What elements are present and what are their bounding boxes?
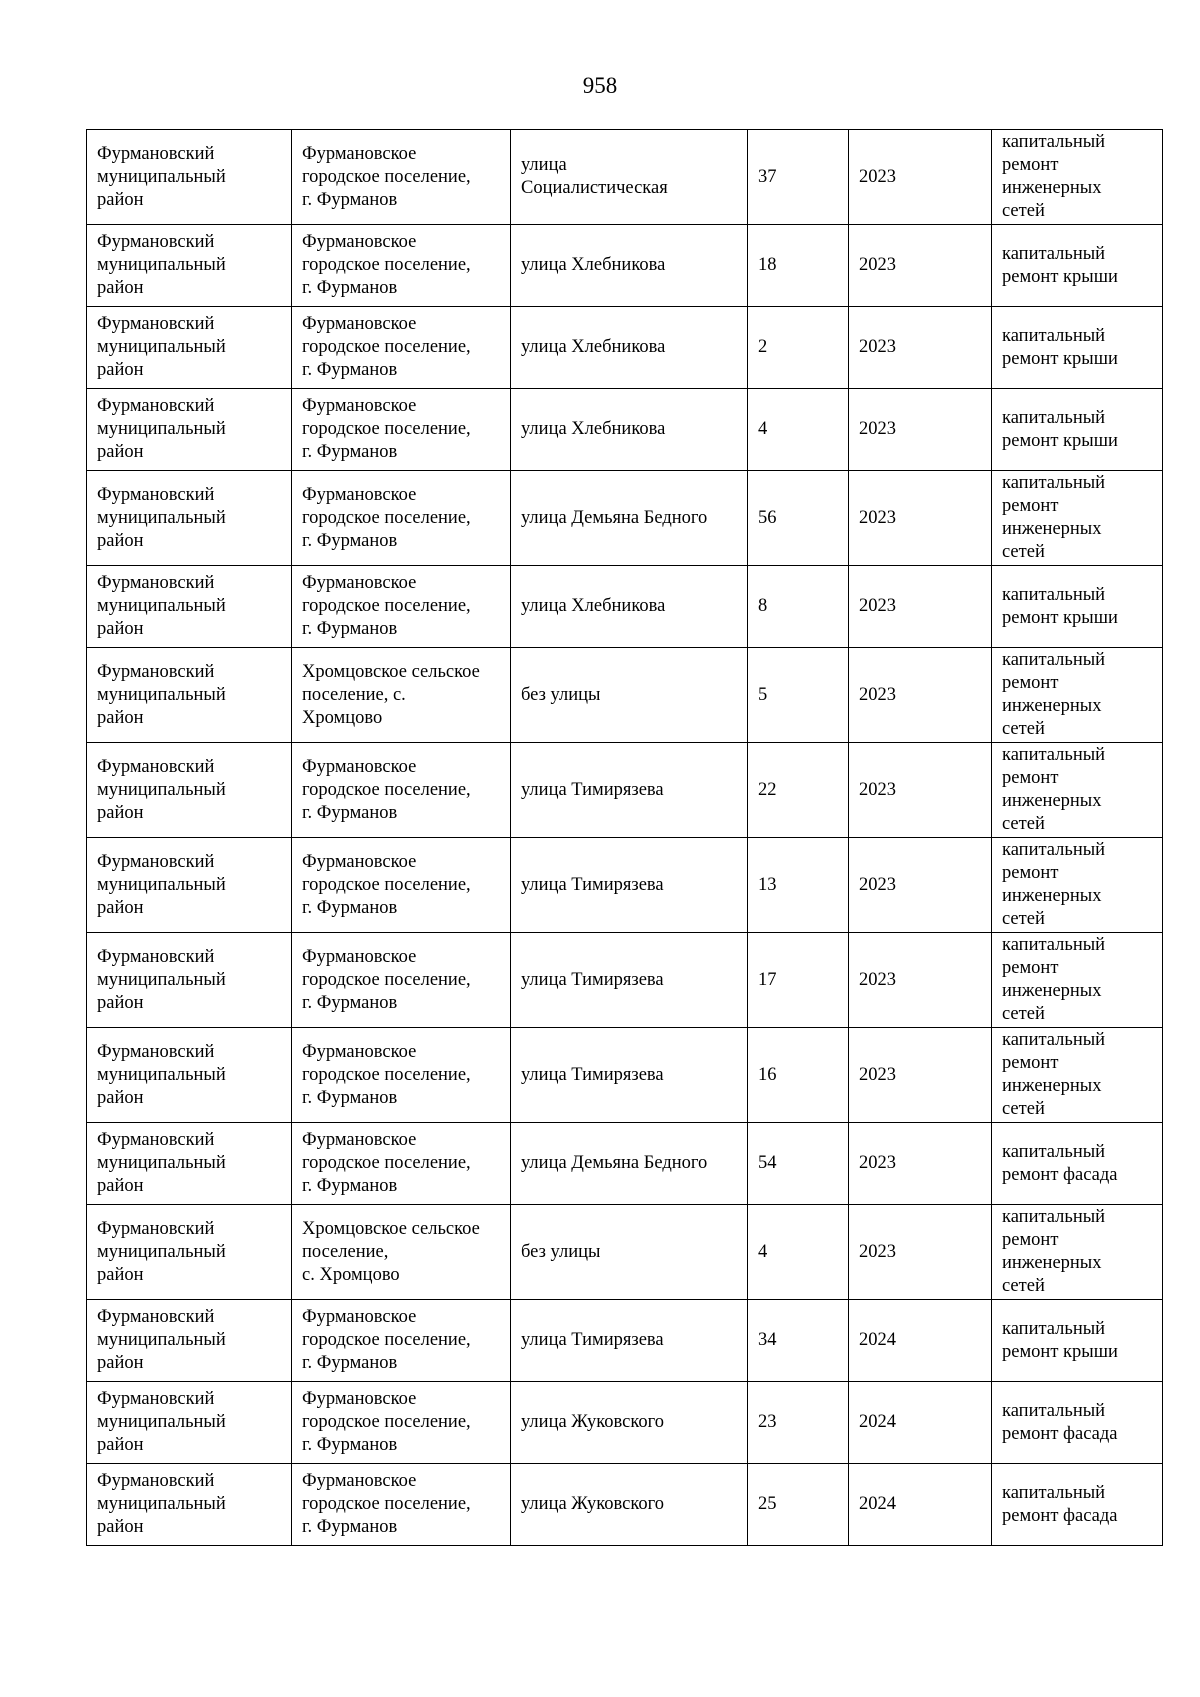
street-cell-text: улица Социалистическая <box>521 155 668 198</box>
year-cell-text: 2024 <box>859 1412 896 1432</box>
house-number-cell-text: 25 <box>758 1494 777 1514</box>
house-number-cell <box>748 1464 849 1546</box>
year-cell-text: 2024 <box>859 1494 896 1514</box>
street-cell <box>511 389 748 471</box>
work-type-cell <box>992 130 1163 225</box>
house-number-cell <box>748 389 849 471</box>
district-cell-text: Фурмановский муниципальный район <box>97 143 226 210</box>
year-cell <box>849 471 992 566</box>
district-cell <box>87 225 292 307</box>
settlement-cell <box>292 1464 511 1546</box>
work-type-cell <box>992 648 1163 743</box>
street-cell-text: улица Тимирязева <box>521 1064 664 1085</box>
year-cell-text: 2023 <box>859 969 896 990</box>
district-cell-text: Фурмановский муниципальный район <box>97 1218 226 1285</box>
work-type-cell-text: капитальный ремонт фасада <box>1002 1400 1118 1444</box>
year-cell <box>849 1464 992 1546</box>
street-cell-text: улица Тимирязева <box>521 1330 664 1350</box>
district-cell <box>87 471 292 566</box>
table-row <box>87 743 1163 838</box>
district-cell-text: Фурмановский муниципальный район <box>97 1307 226 1373</box>
work-type-cell <box>992 225 1163 307</box>
house-number-cell-text: 23 <box>758 1412 777 1432</box>
house-number-cell-text: 34 <box>758 1330 777 1350</box>
table-row <box>87 648 1163 743</box>
table-row <box>87 1205 1163 1300</box>
year-cell-text: 2023 <box>859 166 896 187</box>
street-cell <box>511 307 748 389</box>
table-row <box>87 1464 1163 1546</box>
work-type-cell <box>992 1464 1163 1546</box>
work-type-cell-text: капитальный ремонт фасада <box>1002 1141 1118 1185</box>
settlement-cell-text: Фурмановское городское поселение, г. Фурманов <box>302 1471 471 1537</box>
year-cell-text: 2023 <box>859 1153 896 1173</box>
work-type-cell <box>992 1028 1163 1123</box>
work-type-cell-text: капитальный ремонт крыши <box>1002 325 1118 369</box>
year-cell <box>849 648 992 743</box>
year-cell-text: 2023 <box>859 874 896 895</box>
street-cell-text: улица Тимирязева <box>521 779 664 800</box>
house-number-cell <box>748 1300 849 1382</box>
table-row <box>87 566 1163 648</box>
house-number-cell-text: 17 <box>758 969 777 990</box>
street-cell <box>511 225 748 307</box>
year-cell <box>849 1028 992 1123</box>
year-cell-text: 2024 <box>859 1330 896 1350</box>
settlement-cell <box>292 1123 511 1205</box>
settlement-cell <box>292 648 511 743</box>
work-type-cell-text: капитальный ремонт инженерных сетей <box>1002 473 1106 562</box>
settlement-cell <box>292 389 511 471</box>
year-cell <box>849 1300 992 1382</box>
settlement-cell <box>292 1028 511 1123</box>
work-type-cell <box>992 1205 1163 1300</box>
district-cell-text: Фурмановский муниципальный район <box>97 484 226 551</box>
district-cell-text: Фурмановский муниципальный район <box>97 396 226 462</box>
table-row <box>87 130 1163 225</box>
street-cell-text: улица Хлебникова <box>521 419 666 439</box>
settlement-cell-text: Фурмановское городское поселение, г. Фурманов <box>302 396 471 462</box>
street-cell <box>511 1123 748 1205</box>
street-cell-text: улица Хлебникова <box>521 255 666 275</box>
settlement-cell <box>292 933 511 1028</box>
settlement-cell <box>292 1300 511 1382</box>
street-cell-text: без улицы <box>521 1241 601 1262</box>
year-cell <box>849 933 992 1028</box>
street-cell-text: улица Хлебникова <box>521 596 666 616</box>
street-cell <box>511 130 748 225</box>
table-row <box>87 1300 1163 1382</box>
district-cell <box>87 743 292 838</box>
work-type-cell-text: капитальный ремонт фасада <box>1002 1482 1118 1526</box>
street-cell <box>511 1382 748 1464</box>
settlement-cell-text: Фурмановское городское поселение, г. Фурманов <box>302 1307 471 1373</box>
house-number-cell <box>748 130 849 225</box>
district-cell-text: Фурмановский муниципальный район <box>97 661 226 728</box>
house-number-cell <box>748 743 849 838</box>
street-cell <box>511 933 748 1028</box>
table-row <box>87 838 1163 933</box>
year-cell <box>849 743 992 838</box>
work-type-cell-text: капитальный ремонт инженерных сетей <box>1002 935 1106 1024</box>
house-number-cell <box>748 225 849 307</box>
year-cell-text: 2023 <box>859 596 896 616</box>
district-cell-text: Фурмановский муниципальный район <box>97 1130 226 1196</box>
table-row <box>87 389 1163 471</box>
house-number-cell-text: 4 <box>758 419 768 439</box>
street-cell-text: улица Хлебникова <box>521 337 666 357</box>
district-cell-text: Фурмановский муниципальный район <box>97 756 226 823</box>
district-cell-text: Фурмановский муниципальный район <box>97 1471 226 1537</box>
year-cell-text: 2023 <box>859 255 896 275</box>
table-row <box>87 1382 1163 1464</box>
settlement-cell-text: Фурмановское городское поселение, г. Фурманов <box>302 756 471 823</box>
street-cell <box>511 743 748 838</box>
year-cell-text: 2023 <box>859 507 896 528</box>
house-number-cell-text: 13 <box>758 874 777 895</box>
district-cell <box>87 1123 292 1205</box>
street-cell-text: улица Тимирязева <box>521 874 664 895</box>
house-number-cell <box>748 648 849 743</box>
year-cell <box>849 838 992 933</box>
year-cell-text: 2023 <box>859 1241 896 1262</box>
house-number-cell-text: 4 <box>758 1241 768 1262</box>
house-number-cell <box>748 566 849 648</box>
settlement-cell <box>292 838 511 933</box>
work-type-cell-text: капитальный ремонт инженерных сетей <box>1002 1207 1106 1296</box>
district-cell-text: Фурмановский муниципальный район <box>97 851 226 918</box>
house-number-cell-text: 37 <box>758 166 777 187</box>
year-cell-text: 2023 <box>859 337 896 357</box>
year-cell-text: 2023 <box>859 684 896 705</box>
district-cell <box>87 1464 292 1546</box>
settlement-cell-text: Фурмановское городское поселение, г. Фурманов <box>302 1130 471 1196</box>
street-cell <box>511 838 748 933</box>
house-number-cell-text: 8 <box>758 596 768 616</box>
street-cell <box>511 471 748 566</box>
year-cell-text: 2023 <box>859 1064 896 1085</box>
settlement-cell-text: Фурмановское городское поселение, г. Фурманов <box>302 573 471 639</box>
settlement-cell <box>292 307 511 389</box>
work-type-cell-text: капитальный ремонт инженерных сетей <box>1002 650 1106 739</box>
year-cell <box>849 1123 992 1205</box>
work-type-cell <box>992 307 1163 389</box>
table-body <box>87 130 1163 1546</box>
page-number: 958 <box>582 73 618 98</box>
table-row <box>87 471 1163 566</box>
district-cell-text: Фурмановский муниципальный район <box>97 573 226 639</box>
street-cell <box>511 1464 748 1546</box>
table-row <box>87 1123 1163 1205</box>
street-cell <box>511 648 748 743</box>
settlement-cell <box>292 471 511 566</box>
year-cell <box>849 389 992 471</box>
settlement-cell-text: Фурмановское городское поселение, г. Фурманов <box>302 851 471 918</box>
work-type-cell <box>992 743 1163 838</box>
district-cell <box>87 389 292 471</box>
settlement-cell-text: Фурмановское городское поселение, г. Фурманов <box>302 232 471 298</box>
year-cell <box>849 130 992 225</box>
settlement-cell-text: Фурмановское городское поселение, г. Фурманов <box>302 946 471 1013</box>
district-cell <box>87 130 292 225</box>
work-type-cell-text: капитальный ремонт инженерных сетей <box>1002 840 1106 929</box>
work-type-cell <box>992 1382 1163 1464</box>
repair-program-table <box>86 129 1163 1546</box>
house-number-cell <box>748 1382 849 1464</box>
work-type-cell <box>992 1123 1163 1205</box>
street-cell <box>511 566 748 648</box>
settlement-cell <box>292 743 511 838</box>
district-cell-text: Фурмановский муниципальный район <box>97 1041 226 1108</box>
street-cell-text: улица Жуковского <box>521 1412 665 1432</box>
district-cell <box>87 648 292 743</box>
district-cell <box>87 838 292 933</box>
settlement-cell-text: Фурмановское городское поселение, г. Фурманов <box>302 143 471 210</box>
street-cell <box>511 1205 748 1300</box>
work-type-cell <box>992 566 1163 648</box>
settlement-cell <box>292 1382 511 1464</box>
house-number-cell <box>748 471 849 566</box>
settlement-cell <box>292 225 511 307</box>
district-cell <box>87 933 292 1028</box>
year-cell <box>849 566 992 648</box>
work-type-cell <box>992 838 1163 933</box>
settlement-cell-text: Фурмановское городское поселение, г. Фурманов <box>302 484 471 551</box>
year-cell <box>849 307 992 389</box>
house-number-cell <box>748 1205 849 1300</box>
street-cell <box>511 1028 748 1123</box>
house-number-cell-text: 54 <box>758 1153 777 1173</box>
table-row <box>87 1028 1163 1123</box>
work-type-cell-text: капитальный ремонт инженерных сетей <box>1002 745 1106 834</box>
table-row <box>87 307 1163 389</box>
house-number-cell-text: 5 <box>758 684 768 705</box>
settlement-cell <box>292 130 511 225</box>
work-type-cell-text: капитальный ремонт крыши <box>1002 1318 1118 1362</box>
work-type-cell <box>992 933 1163 1028</box>
district-cell <box>87 566 292 648</box>
table-row <box>87 933 1163 1028</box>
house-number-cell <box>748 307 849 389</box>
street-cell-text: улица Жуковского <box>521 1494 665 1514</box>
house-number-cell-text: 16 <box>758 1064 777 1085</box>
district-cell <box>87 1028 292 1123</box>
year-cell-text: 2023 <box>859 779 896 800</box>
year-cell <box>849 1382 992 1464</box>
work-type-cell-text: капитальный ремонт инженерных сетей <box>1002 132 1106 221</box>
house-number-cell-text: 2 <box>758 337 768 357</box>
district-cell <box>87 307 292 389</box>
settlement-cell <box>292 566 511 648</box>
house-number-cell <box>748 838 849 933</box>
settlement-cell-text: Фурмановское городское поселение, г. Фурманов <box>302 314 471 380</box>
year-cell-text: 2023 <box>859 419 896 439</box>
work-type-cell <box>992 471 1163 566</box>
work-type-cell-text: капитальный ремонт инженерных сетей <box>1002 1030 1106 1119</box>
work-type-cell-text: капитальный ремонт крыши <box>1002 407 1118 451</box>
street-cell-text: улица Демьяна Бедного <box>521 507 708 528</box>
district-cell <box>87 1205 292 1300</box>
work-type-cell <box>992 1300 1163 1382</box>
year-cell <box>849 1205 992 1300</box>
street-cell-text: улица Тимирязева <box>521 969 664 990</box>
year-cell <box>849 225 992 307</box>
street-cell <box>511 1300 748 1382</box>
house-number-cell-text: 56 <box>758 507 777 528</box>
settlement-cell-text: Фурмановское городское поселение, г. Фурманов <box>302 1389 471 1455</box>
district-cell-text: Фурмановский муниципальный район <box>97 946 226 1013</box>
house-number-cell-text: 22 <box>758 779 777 800</box>
work-type-cell <box>992 389 1163 471</box>
house-number-cell <box>748 1123 849 1205</box>
settlement-cell-text: Хромцовское сельское поселение, с. Хромцово <box>302 661 480 728</box>
district-cell <box>87 1300 292 1382</box>
work-type-cell-text: капитальный ремонт крыши <box>1002 584 1118 628</box>
house-number-cell <box>748 933 849 1028</box>
street-cell-text: улица Демьяна Бедного <box>521 1153 708 1173</box>
house-number-cell <box>748 1028 849 1123</box>
district-cell-text: Фурмановский муниципальный район <box>97 1389 226 1455</box>
district-cell-text: Фурмановский муниципальный район <box>97 314 226 380</box>
settlement-cell-text: Хромцовское сельское поселение, с. Хромцово <box>302 1218 480 1285</box>
district-cell <box>87 1382 292 1464</box>
table-row <box>87 225 1163 307</box>
house-number-cell-text: 18 <box>758 255 777 275</box>
street-cell-text: без улицы <box>521 684 601 705</box>
work-type-cell-text: капитальный ремонт крыши <box>1002 243 1118 287</box>
district-cell-text: Фурмановский муниципальный район <box>97 232 226 298</box>
settlement-cell <box>292 1205 511 1300</box>
settlement-cell-text: Фурмановское городское поселение, г. Фурманов <box>302 1041 471 1108</box>
